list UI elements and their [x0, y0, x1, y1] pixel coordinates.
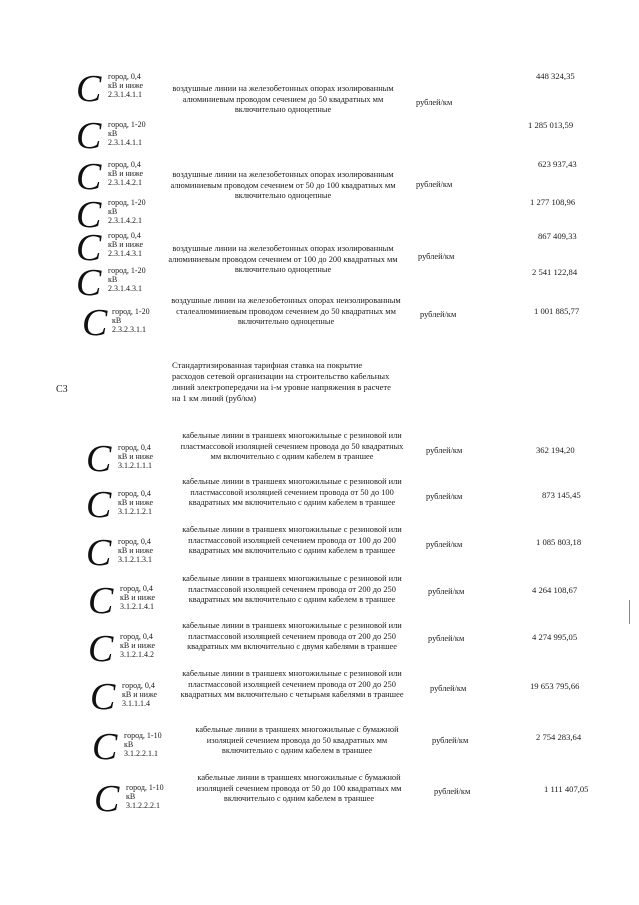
unit-label: рублей/км: [426, 492, 463, 501]
unit-label: рублей/км: [426, 446, 463, 455]
rate-value: 1 001 885,77: [534, 306, 580, 316]
rate-description: воздушные линии на железобетонных опорах изолированным алюминиевым проводом сечением от 100 до 200 квадратных мм включительно одноцепные: [168, 244, 398, 274]
rate-symbol: С: [76, 194, 102, 236]
rate-description: кабельные линии в траншеях многожильные с резиновой или пластмассовой изоляцией сечением провода от 200 до 250 квадратных мм включительно с одним кабелем в траншее: [182, 574, 402, 604]
unit-label: рублей/км: [428, 634, 465, 643]
rate-value: 1 085 803,18: [536, 537, 582, 547]
rate-description: кабельные линии в траншеях многожильные с резиновой или пластмассовой изоляцией сечением провода от 200 до 250 квадратных мм включительно с двумя кабелями в траншее: [182, 621, 402, 651]
rate-symbol: С: [82, 302, 108, 344]
rate-description: кабельные линии в траншеях многожильные с бумажной изоляцией сечением провода до 50 квадратных мм включительно с одним кабелем в траншее: [195, 725, 399, 755]
rate-symbol: С: [86, 484, 112, 526]
voltage-level-code: город, 0,4 кВ и ниже 2.3.1.4.3.1: [108, 231, 144, 258]
unit-label: рублей/км: [416, 98, 453, 107]
voltage-level-code: город, 0,4 кВ и ниже 2.3.1.4.1.1: [108, 72, 144, 99]
rate-description: кабельные линии в траншеях многожильные с резиновой или пластмассовой изоляцией сечением провода от 50 до 100 квадратных мм включительно с одним кабелем в траншее: [182, 477, 402, 507]
unit-label: рублей/км: [418, 252, 455, 261]
rate-description: воздушные линии на железобетонных опорах изолированным алюминиевым проводом сечением от 50 до 100 квадратных мм включительно одноцепные: [170, 170, 396, 200]
voltage-level-code: город, 1-20 кВ 2.3.1.4.1.1: [108, 120, 146, 147]
rate-description: кабельные линии в траншеях многожильные с резиновой или пластмассовой изоляцией сечением провода от 100 до 200 квадратных мм включительно с одним кабелем в траншее: [182, 525, 402, 555]
voltage-level-code: город, 1-20 кВ 2.3.1.4.3.1: [108, 266, 146, 293]
unit-label: рублей/км: [426, 540, 463, 549]
voltage-level-code: город, 1-20 кВ 2.3.2.3.1.1: [112, 307, 150, 334]
scan-artifact: [629, 600, 630, 624]
rate-value: 4 274 995,05: [532, 632, 578, 642]
rate-description: воздушные линии на железобетонных опорах неизолированным сталеалюминиевым проводом сечением до 50 квадратных мм включительно одноцепные: [171, 296, 401, 326]
rate-symbol: С: [88, 580, 114, 622]
rate-symbol: С: [90, 676, 116, 718]
rate-description: кабельные линии в траншеях многожильные с бумажной изоляцией сечением провода от 50 до 100 квадратных мм включительно с одним кабелем в траншее: [196, 773, 402, 803]
unit-label: рублей/км: [428, 587, 465, 596]
rate-symbol: С: [76, 156, 102, 198]
voltage-level-code: город, 0,4 кВ и ниже 3.1.1.1.4: [122, 681, 158, 708]
rate-symbol: С: [76, 115, 102, 157]
rate-description: воздушные линии на железобетонных опорах изолированным алюминиевым проводом сечением до 50 квадратных мм включительно одноцепные: [172, 84, 394, 114]
unit-label: рублей/км: [434, 787, 471, 796]
rate-value: 1 111 407,05: [544, 784, 589, 794]
rate-value: 623 937,43: [538, 159, 577, 169]
rate-value: 448 324,35: [536, 71, 575, 81]
rate-symbol: С: [76, 262, 102, 304]
rate-symbol: С: [86, 438, 112, 480]
rate-symbol: С: [86, 532, 112, 574]
section-label: C3: [56, 384, 68, 395]
voltage-level-code: город, 0,4 кВ и ниже 2.3.1.4.2.1: [108, 160, 144, 187]
rate-value: 1 285 013,59: [528, 120, 574, 130]
rate-description: кабельные линии в траншеях многожильные с резиновой или пластмассовой изоляцией сечением провода до 50 квадратных мм включительно с одним кабелем в траншее: [180, 431, 404, 461]
voltage-level-code: город, 1-10 кВ 3.1.2.2.2.1: [126, 783, 164, 810]
rate-value: 867 409,33: [538, 231, 577, 241]
voltage-level-code: город, 0,4 кВ и ниже 3.1.2.1.3.1: [118, 537, 154, 564]
rate-symbol: С: [92, 726, 118, 768]
rate-symbol: С: [94, 778, 120, 820]
unit-label: рублей/км: [420, 310, 457, 319]
section-heading: Стандартизированная тарифная ставка на покрытие расходов сетевой организации на строительство кабельных линий электропередачи на i-м уровне напряжения в расчете на 1 км линий (руб/км): [172, 360, 391, 403]
rate-symbol: С: [76, 68, 102, 110]
rate-description: кабельные линии в траншеях многожильные с резиновой или пластмассовой изоляцией сечением провода от 200 до 250 квадратных мм включительно с четырьмя кабелями в траншее: [180, 669, 404, 699]
voltage-level-code: город, 1-20 кВ 2.3.1.4.2.1: [108, 198, 146, 225]
rate-value: 19 653 795,66: [530, 681, 580, 691]
voltage-level-code: город, 0,4 кВ и ниже 3.1.2.1.4.2: [120, 632, 156, 659]
unit-label: рублей/км: [416, 180, 453, 189]
unit-label: рублей/км: [432, 736, 469, 745]
rate-symbol: С: [88, 628, 114, 670]
voltage-level-code: город, 0,4 кВ и ниже 3.1.2.1.1.1: [118, 443, 154, 470]
rate-symbol: С: [76, 227, 102, 269]
rate-value: 2 541 122,84: [532, 267, 578, 277]
unit-label: рублей/км: [430, 684, 467, 693]
rate-value: 4 264 108,67: [532, 585, 578, 595]
voltage-level-code: город, 0,4 кВ и ниже 3.1.2.1.2.1: [118, 489, 154, 516]
rate-value: 873 145,45: [542, 490, 581, 500]
rate-value: 2 754 283,64: [536, 732, 582, 742]
voltage-level-code: город, 1-10 кВ 3.1.2.2.1.1: [124, 731, 162, 758]
voltage-level-code: город, 0,4 кВ и ниже 3.1.2.1.4.1: [120, 584, 156, 611]
rate-value: 362 194,20: [536, 445, 575, 455]
rate-value: 1 277 108,96: [530, 197, 576, 207]
